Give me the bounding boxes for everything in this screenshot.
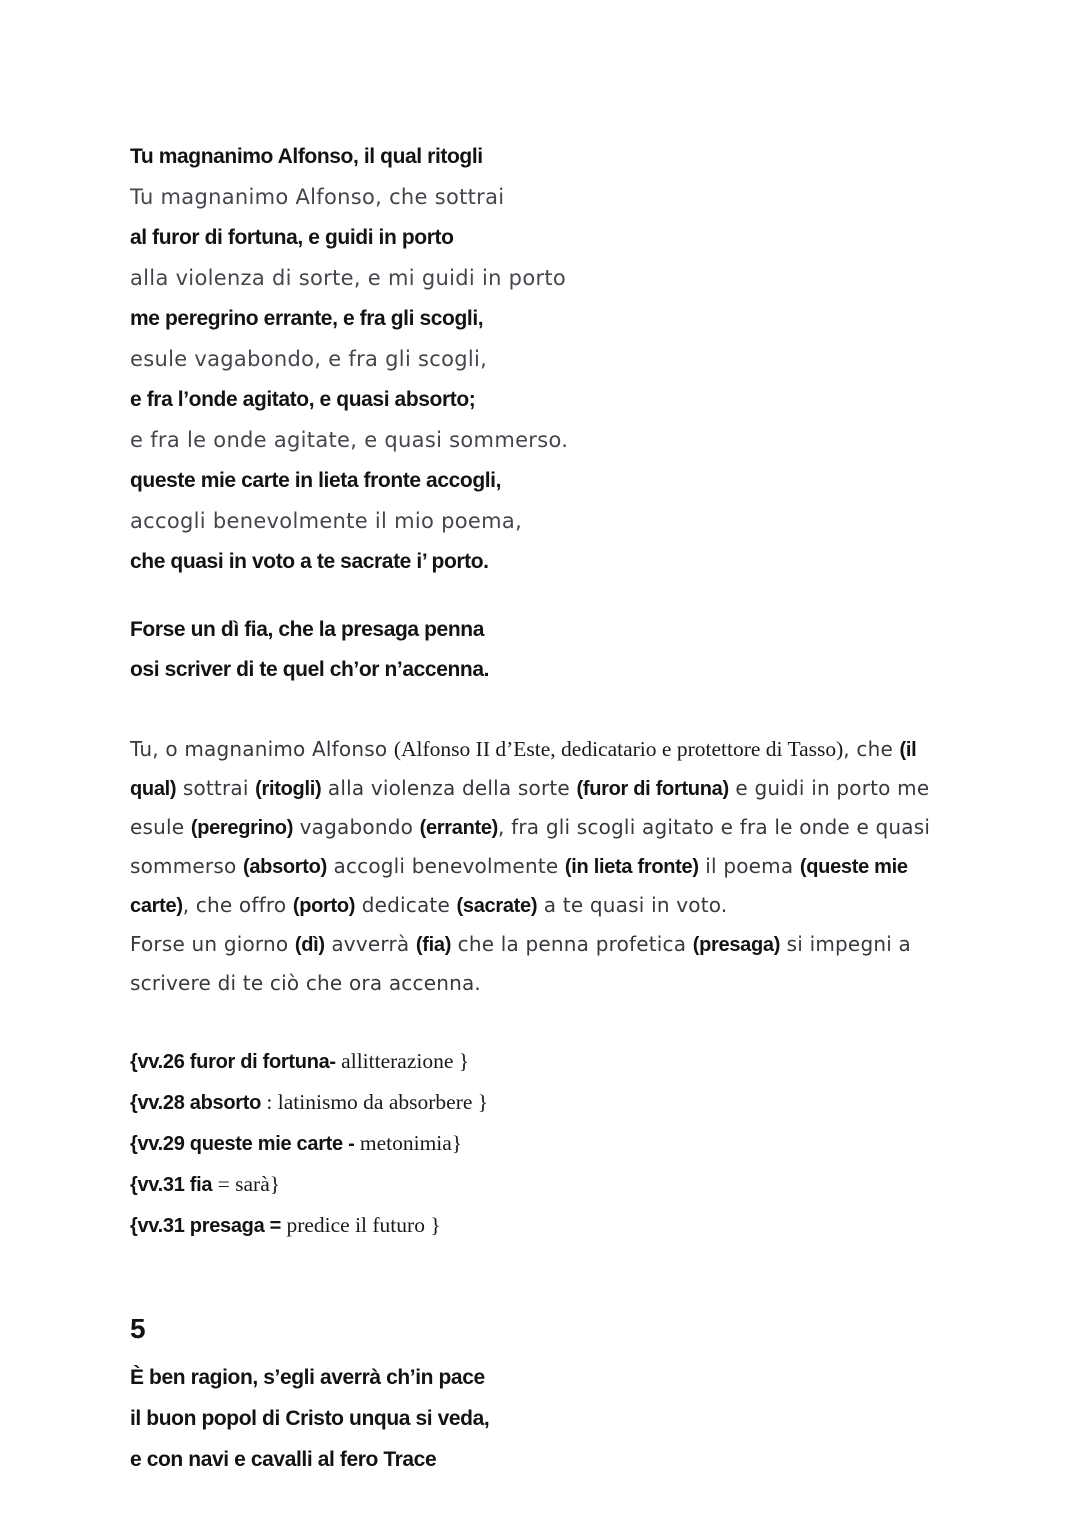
note-line: [130, 1083, 950, 1124]
gloss-bold-text: {vv.31 fia: [130, 1174, 213, 1196]
verse-original-text: me peregrino errante, e fra gli scogli,: [130, 307, 484, 330]
gloss-bold-text: (il qual): [130, 739, 917, 800]
prose-text: , che offro: [182, 893, 293, 917]
verse-line: [130, 651, 950, 691]
stanza-4-closing-couplet: [130, 611, 950, 691]
verse-line: [130, 543, 950, 583]
serif-commentary-text: (Alfonso II d’Este, dedicatario e protettore di Tasso): [393, 737, 844, 761]
gloss-bold-text: {vv.31 presaga =: [130, 1215, 282, 1237]
verse-original-text: È ben ragion, s’egli averrà ch’in pace: [130, 1366, 485, 1389]
prose-paragraph: [130, 731, 950, 926]
gloss-bold-text: (absorto): [242, 856, 327, 878]
verse-line: [130, 381, 950, 421]
prose-text: vagabondo: [293, 815, 420, 839]
prose-text: accogli benevolmente: [326, 854, 565, 878]
prose-text: Forse un giorno: [130, 932, 295, 956]
stanza-4-verses-with-interlinear-paraphrase: [130, 138, 950, 583]
verse-line: [130, 611, 950, 651]
gloss-bold-text: (presaga): [692, 934, 781, 956]
verse-original-text: e con navi e cavalli al fero Trace: [130, 1448, 437, 1471]
prose-text: il poema: [698, 854, 800, 878]
section-number: [130, 1305, 950, 1358]
prose-paraphrase: [130, 731, 950, 1004]
verse-original-text: e fra l’onde agitato, e quasi absorto;: [130, 388, 476, 411]
verse-paraphrase-text: esule vagabondo, e fra gli scogli,: [130, 347, 488, 371]
verse-line: [130, 1358, 950, 1399]
prose-text: , che: [843, 737, 900, 761]
verse-line: [130, 1440, 950, 1481]
serif-commentary-text: : latinismo da absorbere }: [261, 1090, 489, 1114]
verse-paraphrase-text: accogli benevolmente il mio poema,: [130, 509, 523, 533]
prose-paragraph: [130, 926, 950, 1004]
serif-commentary-text: predice il futuro }: [281, 1213, 441, 1237]
gloss-bold-text: (errante): [419, 817, 499, 839]
gloss-bold-text: (in lieta fronte): [564, 856, 699, 878]
serif-commentary-text: allitterazione }: [335, 1049, 470, 1073]
verse-line: [130, 178, 950, 219]
verse-line: [130, 259, 950, 300]
verse-line: [130, 340, 950, 381]
verse-line: [130, 300, 950, 340]
document-content: [130, 138, 950, 1481]
gloss-bold-text: (sacrate): [456, 895, 538, 917]
verse-original-text: che quasi in voto a te sacrate i’ porto.: [130, 550, 489, 573]
verse-line: [130, 462, 950, 502]
verse-paraphrase-text: Tu magnanimo Alfonso, che sottrai: [130, 185, 505, 209]
gloss-bold-text: (queste mie carte): [130, 856, 908, 917]
verse-line: [130, 138, 950, 178]
prose-text: che la penna profetica: [451, 932, 693, 956]
verse-original-text: Forse un dì fia, che la presaga penna: [130, 618, 484, 641]
verse-original-text: osi scriver di te quel ch’or n’accenna.: [130, 658, 490, 681]
verse-original-text: al furor di fortuna, e guidi in porto: [130, 226, 454, 249]
serif-commentary-text: metonimia}: [354, 1131, 463, 1155]
verse-original-text: il buon popol di Cristo unqua si veda,: [130, 1407, 490, 1430]
gloss-bold-text: {vv.26 furor di fortuna-: [130, 1051, 336, 1073]
verse-line: [130, 219, 950, 259]
stanza-5-start: [130, 1305, 950, 1481]
gloss-bold-text: (dì): [294, 934, 325, 956]
gloss-bold-text: (furor di fortuna): [576, 778, 729, 800]
gloss-bold-text: (peregrino): [190, 817, 294, 839]
note-line: [130, 1206, 950, 1247]
prose-text: dedicate: [355, 893, 457, 917]
prose-text: alla violenza della sorte: [321, 776, 577, 800]
prose-text: , fra gli scogli agitato e fra le onde e quasi sommerso: [130, 815, 931, 878]
prose-text: si impegni a scrivere di te ciò che ora accenna.: [130, 932, 911, 995]
prose-text: avverrà: [324, 932, 416, 956]
gloss-bold-text: (fia): [415, 934, 452, 956]
note-line: [130, 1042, 950, 1083]
note-line: [130, 1165, 950, 1206]
verse-line: [130, 1399, 950, 1440]
prose-text: sottrai: [176, 776, 256, 800]
serif-commentary-text: = sarà}: [212, 1172, 281, 1196]
verse-line: [130, 502, 950, 543]
verse-line: [130, 421, 950, 462]
prose-text: e guidi in porto me esule: [130, 776, 930, 839]
prose-text: a te quasi in voto.: [537, 893, 728, 917]
gloss-bold-text: (porto): [292, 895, 356, 917]
verse-original-text: Tu magnanimo Alfonso, il qual ritogli: [130, 145, 483, 168]
verse-original-text: queste mie carte in lieta fronte accogli,: [130, 469, 502, 492]
gloss-bold-text: (ritogli): [255, 778, 322, 800]
verse-paraphrase-text: alla violenza di sorte, e mi guidi in porto: [130, 266, 567, 290]
section-number-text: 5: [130, 1313, 146, 1344]
gloss-bold-text: {vv.28 absorto: [130, 1092, 262, 1114]
verse-paraphrase-text: e fra le onde agitate, e quasi sommerso.: [130, 428, 569, 452]
gloss-bold-text: {vv.29 queste mie carte -: [130, 1133, 355, 1155]
prose-text: Tu, o magnanimo Alfonso: [130, 737, 394, 761]
note-line: [130, 1124, 950, 1165]
rhetorical-figure-notes: [130, 1042, 950, 1247]
